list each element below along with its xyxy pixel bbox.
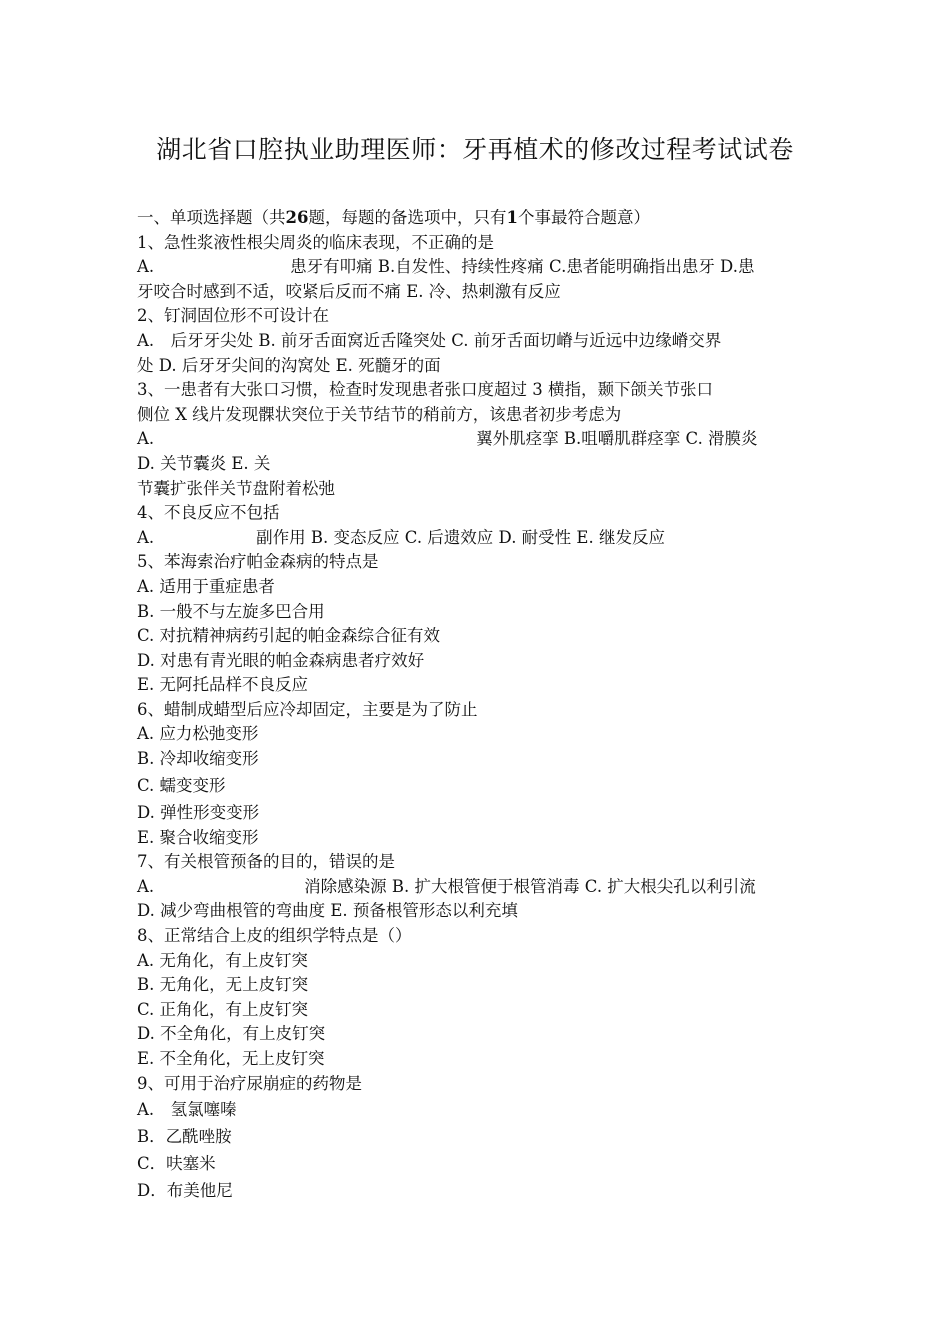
page-title: 湖北省口腔执业助理医师：牙再植术的修改过程考试试卷 xyxy=(156,135,794,164)
option-item: B．乙酰唑胺 xyxy=(137,1127,232,1147)
question-stem: 8、正常结合上皮的组织学特点是（） xyxy=(137,926,412,946)
question-options-line: 处 D. 后牙牙尖间的沟窝处 E. 死髓牙的面 xyxy=(137,355,441,375)
option-item: A. 应力松弛变形 xyxy=(137,724,259,744)
option-item: E. 无阿托品样不良反应 xyxy=(137,675,309,695)
option-item: B. 一般不与左旋多巴合用 xyxy=(137,601,325,621)
question-options-line: 节囊扩张伴关节盘附着松弛 xyxy=(137,478,335,498)
question-options-line: A. 后牙牙尖处 B. 前牙舌面窝近舌隆突处 C. 前牙舌面切嵴与近远中边缘嵴交界 xyxy=(137,330,722,350)
question-stem: 5、苯海索治疗帕金森病的特点是 xyxy=(137,552,379,572)
option-item: C. 蠕变变形 xyxy=(137,775,226,795)
question-stem: 6、蜡制成蜡型后应冷却固定，主要是为了防止 xyxy=(137,699,478,719)
question-stem: 9、可用于治疗尿崩症的药物是 xyxy=(137,1073,362,1093)
question-stem: 2、钉洞固位形不可设计在 xyxy=(137,306,329,326)
question-options-line: A. 患牙有叩痛 B.自发性、持续性疼痛 C.患者能明确指出患牙 D.患 xyxy=(137,257,755,277)
question-stem: 侧位 X 线片发现髁状突位于关节结节的稍前方，该患者初步考虑为 xyxy=(137,404,622,424)
option-item: C. 正角化，有上皮钉突 xyxy=(137,999,309,1019)
option-item: E. 不全角化，无上皮钉突 xyxy=(137,1049,325,1068)
question-options-line: D. 关节囊炎 E. 关 xyxy=(137,453,271,473)
option-item: D. 对患有青光眼的帕金森病患者疗效好 xyxy=(137,650,425,670)
option-item: B. 无角化，无上皮钉突 xyxy=(137,975,309,995)
question-options-line: A. 翼外肌痉挛 B.咀嚼肌群痉挛 C. 滑膜炎 xyxy=(137,429,758,449)
option-item: A. 无角化，有上皮钉突 xyxy=(137,950,308,970)
option-item: A. 氢氯噻嗪 xyxy=(137,1100,237,1120)
section-heading: 一、单项选择题（共26题，每题的备选项中，只有1个事最符合题意） xyxy=(137,208,650,227)
option-item: D. 弹性形变变形 xyxy=(137,802,260,822)
option-item: C．呋塞米 xyxy=(137,1154,216,1174)
option-item: A. 适用于重症患者 xyxy=(137,576,275,596)
question-options-line: D. 减少弯曲根管的弯曲度 E. 预备根管形态以利充填 xyxy=(137,901,518,921)
question-stem: 7、有关根管预备的目的，错误的是 xyxy=(137,852,395,872)
question-options-line: A. 副作用 B. 变态反应 C. 后遗效应 D. 耐受性 E. 继发反应 xyxy=(137,527,665,547)
option-item: E. 聚合收缩变形 xyxy=(137,827,259,847)
option-item: D．布美他尼 xyxy=(137,1181,233,1201)
question-stem: 3、一患者有大张口习惯，检查时发现患者张口度超过 3 横指，颞下颌关节张口 xyxy=(137,380,713,400)
question-options-line: 牙咬合时感到不适，咬紧后反而不痛 E. 冷、热刺激有反应 xyxy=(137,281,561,301)
option-item: B. 冷却收缩变形 xyxy=(137,749,259,769)
document-body xyxy=(137,206,827,1204)
question-stem: 4、不良反应不包括 xyxy=(137,503,280,523)
option-item: C. 对抗精神病药引起的帕金森综合征有效 xyxy=(137,626,441,646)
question-options-line: A. 消除感染源 B. 扩大根管便于根管消毒 C. 扩大根尖孔以利引流 xyxy=(137,876,756,896)
option-item: D. 不全角化，有上皮钉突 xyxy=(137,1024,326,1044)
question-stem: 1、急性浆液性根尖周炎的临床表现，不正确的是 xyxy=(137,232,494,252)
